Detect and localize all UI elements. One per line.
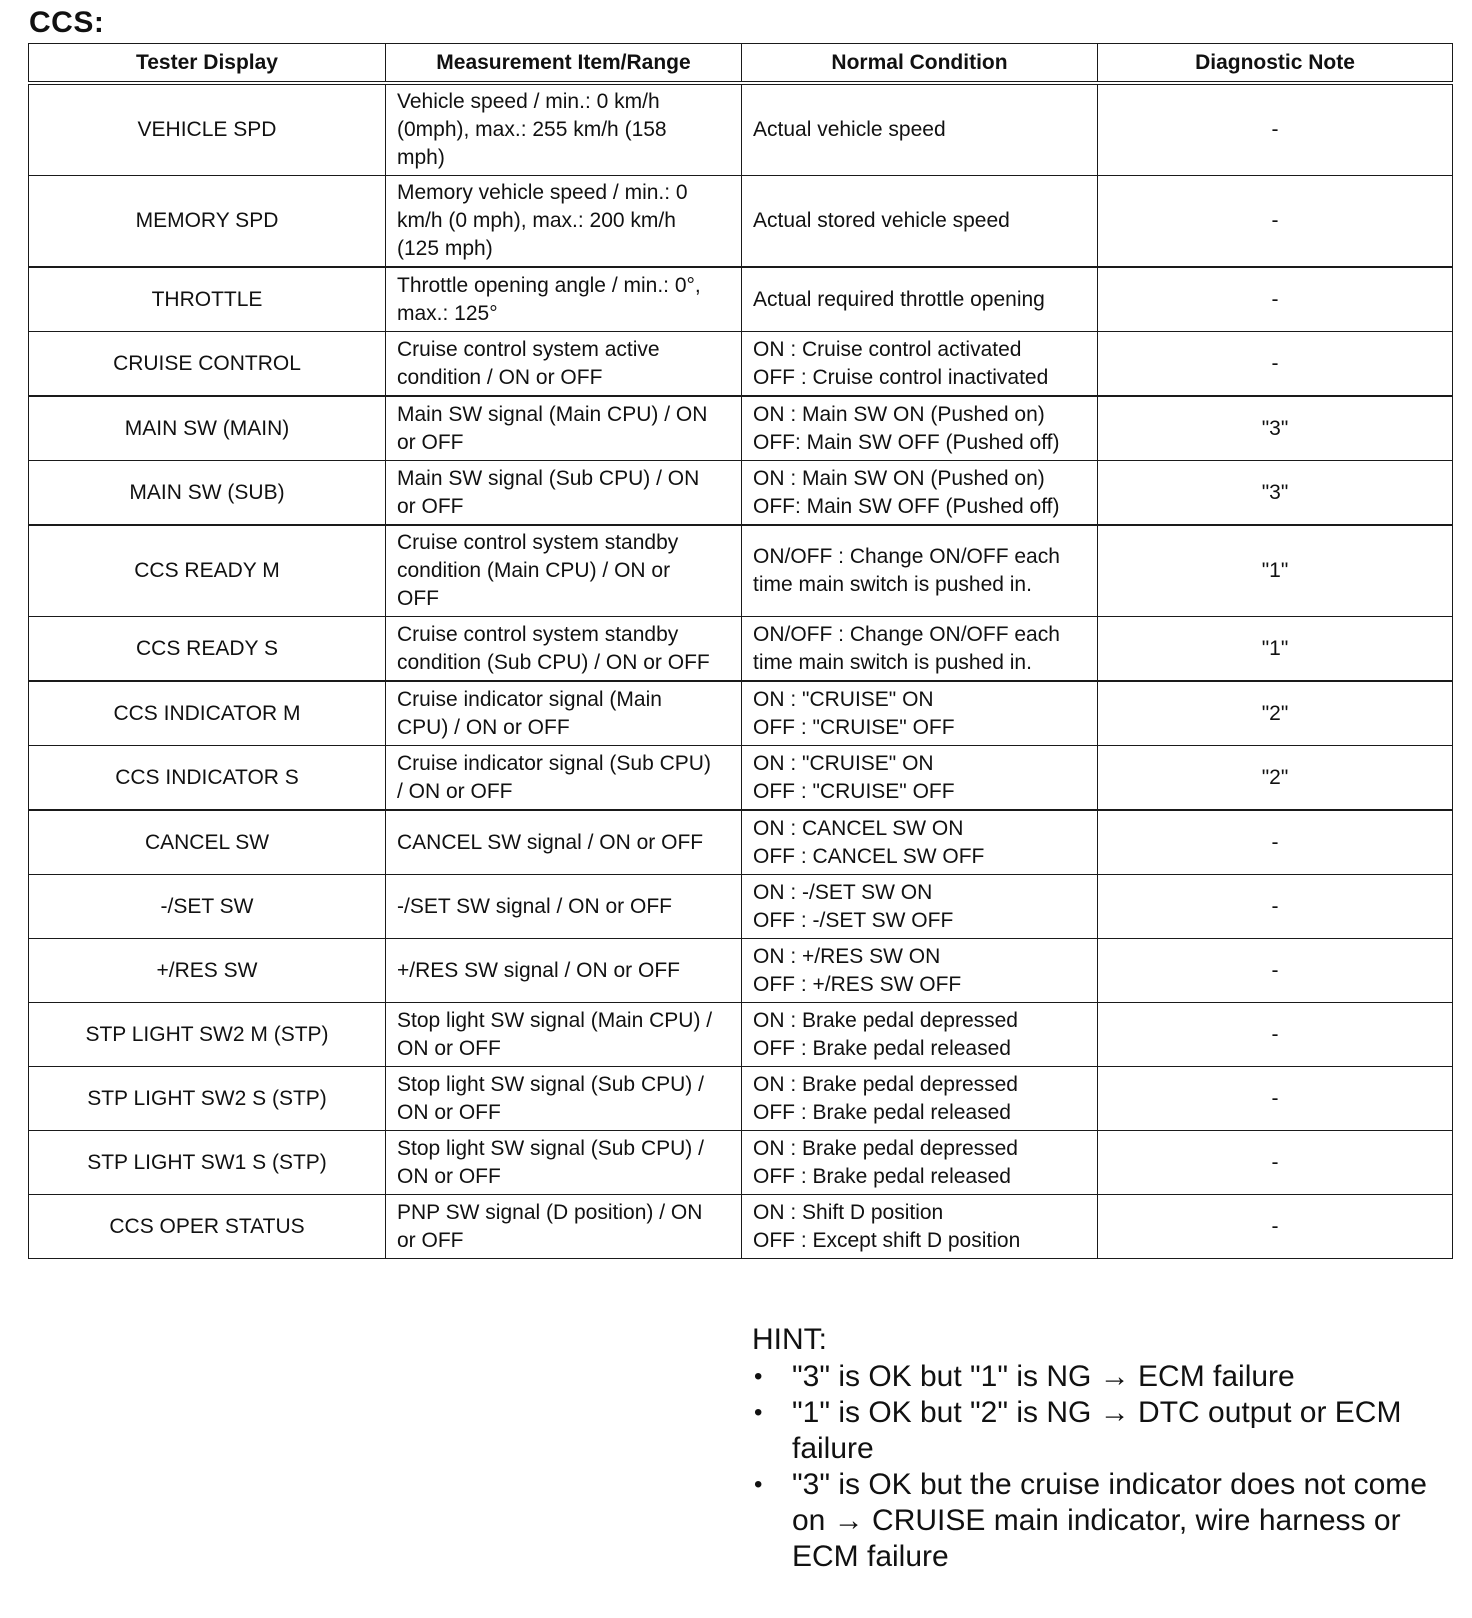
tester-display-cell: -/SET SW — [29, 875, 386, 939]
normal-condition-cell: ON : CANCEL SW ON OFF : CANCEL SW OFF — [742, 810, 1098, 875]
normal-condition-cell: ON : Shift D position OFF : Except shift D position — [742, 1195, 1098, 1259]
tester-display-cell: MEMORY SPD — [29, 176, 386, 268]
measurement-range-cell: Stop light SW signal (Sub CPU) / ON or OFF — [386, 1067, 742, 1131]
normal-condition-cell: ON : Main SW ON (Pushed on) OFF: Main SW OFF (Pushed off) — [742, 396, 1098, 461]
column-header-normal-condition: Normal Condition — [742, 44, 1098, 84]
table-header-row — [29, 44, 1453, 84]
hint-item-text: "1" is OK but "2" is NG → DTC output or ECM failure — [792, 1396, 1402, 1465]
measurement-range-cell: PNP SW signal (D position) / ON or OFF — [386, 1195, 742, 1259]
diagnostic-note-cell: "2" — [1098, 681, 1453, 746]
column-header-diagnostic-note: Diagnostic Note — [1098, 44, 1453, 84]
table-row — [29, 875, 1453, 939]
table-row — [29, 176, 1453, 268]
normal-condition-cell: ON : Brake pedal depressed OFF : Brake pedal released — [742, 1067, 1098, 1131]
normal-condition-cell: Actual vehicle speed — [742, 83, 1098, 176]
normal-condition-cell: ON : "CRUISE" ON OFF : "CRUISE" OFF — [742, 746, 1098, 811]
tester-display-cell: CCS READY M — [29, 525, 386, 617]
tester-display-cell: CCS READY S — [29, 617, 386, 682]
measurement-range-cell: Cruise control system standby condition (Main CPU) / ON or OFF — [386, 525, 742, 617]
hint-item — [752, 1395, 1452, 1467]
tester-display-cell: CCS INDICATOR S — [29, 746, 386, 811]
measurement-range-cell: -/SET SW signal / ON or OFF — [386, 875, 742, 939]
table-row — [29, 746, 1453, 811]
bullet-icon: • — [754, 1399, 763, 1426]
diagnostic-note-cell: - — [1098, 1003, 1453, 1067]
normal-condition-cell: ON : +/RES SW ON OFF : +/RES SW OFF — [742, 939, 1098, 1003]
tester-display-cell: MAIN SW (MAIN) — [29, 396, 386, 461]
table-row — [29, 1131, 1453, 1195]
table-row — [29, 1003, 1453, 1067]
normal-condition-cell: Actual required throttle opening — [742, 267, 1098, 332]
measurement-range-cell: Cruise indicator signal (Main CPU) / ON or OFF — [386, 681, 742, 746]
normal-condition-cell: Actual stored vehicle speed — [742, 176, 1098, 268]
bullet-icon: • — [754, 1363, 763, 1390]
normal-condition-cell: ON : "CRUISE" ON OFF : "CRUISE" OFF — [742, 681, 1098, 746]
diagnostic-note-cell: "2" — [1098, 746, 1453, 811]
hint-list — [752, 1359, 1452, 1575]
diagnostic-note-cell: "3" — [1098, 461, 1453, 526]
diagnostic-note-cell: - — [1098, 83, 1453, 176]
table-row — [29, 332, 1453, 397]
tester-display-cell: THROTTLE — [29, 267, 386, 332]
diagnostic-note-cell: - — [1098, 1067, 1453, 1131]
hint-title: HINT: — [752, 1323, 827, 1356]
diagnostic-note-cell: - — [1098, 939, 1453, 1003]
tester-display-cell: VEHICLE SPD — [29, 83, 386, 176]
measurement-range-cell: Memory vehicle speed / min.: 0 km/h (0 mph), max.: 200 km/h (125 mph) — [386, 176, 742, 268]
tester-display-cell: +/RES SW — [29, 939, 386, 1003]
measurement-range-cell: Stop light SW signal (Sub CPU) / ON or OFF — [386, 1131, 742, 1195]
bullet-icon: • — [754, 1471, 763, 1498]
tester-display-cell: STP LIGHT SW1 S (STP) — [29, 1131, 386, 1195]
hint-item-text: "3" is OK but the cruise indicator does not come on → CRUISE main indicator, wire harness or ECM failure — [792, 1468, 1427, 1573]
hint-item-text: "3" is OK but "1" is NG → ECM failure — [792, 1360, 1295, 1393]
tester-display-cell: CRUISE CONTROL — [29, 332, 386, 397]
table-row — [29, 1067, 1453, 1131]
diagnostic-note-cell: "1" — [1098, 525, 1453, 617]
table-row — [29, 525, 1453, 617]
diagnostic-note-cell: "3" — [1098, 396, 1453, 461]
column-header-tester-display: Tester Display — [29, 44, 386, 84]
table-row — [29, 396, 1453, 461]
column-header-measurement-item: Measurement Item/Range — [386, 44, 742, 84]
hint-item — [752, 1467, 1452, 1575]
diagnostic-note-cell: - — [1098, 176, 1453, 268]
normal-condition-cell: ON : Brake pedal depressed OFF : Brake pedal released — [742, 1131, 1098, 1195]
diagnostic-note-cell: - — [1098, 267, 1453, 332]
table-row — [29, 939, 1453, 1003]
tester-display-cell: CCS OPER STATUS — [29, 1195, 386, 1259]
diagnostic-note-cell: - — [1098, 332, 1453, 397]
measurement-range-cell: Main SW signal (Main CPU) / ON or OFF — [386, 396, 742, 461]
normal-condition-cell: ON : Brake pedal depressed OFF : Brake pedal released — [742, 1003, 1098, 1067]
normal-condition-cell: ON : Cruise control activated OFF : Cruise control inactivated — [742, 332, 1098, 397]
tester-display-cell: MAIN SW (SUB) — [29, 461, 386, 526]
measurement-range-cell: Cruise control system standby condition (Sub CPU) / ON or OFF — [386, 617, 742, 682]
normal-condition-cell: ON : Main SW ON (Pushed on) OFF: Main SW OFF (Pushed off) — [742, 461, 1098, 526]
hint-item — [752, 1359, 1452, 1395]
measurement-range-cell: Stop light SW signal (Main CPU) / ON or OFF — [386, 1003, 742, 1067]
table-row — [29, 267, 1453, 332]
measurement-range-cell: Vehicle speed / min.: 0 km/h (0mph), max.: 255 km/h (158 mph) — [386, 83, 742, 176]
measurement-range-cell: Cruise indicator signal (Sub CPU) / ON or OFF — [386, 746, 742, 811]
tester-display-cell: CANCEL SW — [29, 810, 386, 875]
table-row — [29, 1195, 1453, 1259]
normal-condition-cell: ON/OFF : Change ON/OFF each time main switch is pushed in. — [742, 525, 1098, 617]
normal-condition-cell: ON/OFF : Change ON/OFF each time main switch is pushed in. — [742, 617, 1098, 682]
diagnostic-note-cell: - — [1098, 875, 1453, 939]
measurement-range-cell: CANCEL SW signal / ON or OFF — [386, 810, 742, 875]
page-title: CCS: — [29, 6, 105, 39]
measurement-range-cell: +/RES SW signal / ON or OFF — [386, 939, 742, 1003]
measurement-range-cell: Cruise control system active condition / ON or OFF — [386, 332, 742, 397]
table-row — [29, 617, 1453, 682]
diagnostic-note-cell: - — [1098, 810, 1453, 875]
table-row — [29, 810, 1453, 875]
tester-display-cell: STP LIGHT SW2 S (STP) — [29, 1067, 386, 1131]
normal-condition-cell: ON : -/SET SW ON OFF : -/SET SW OFF — [742, 875, 1098, 939]
tester-display-cell: STP LIGHT SW2 M (STP) — [29, 1003, 386, 1067]
table-row — [29, 681, 1453, 746]
hint-section — [752, 1322, 1452, 1575]
diagnostic-note-cell: - — [1098, 1195, 1453, 1259]
table-row — [29, 461, 1453, 526]
measurement-range-cell: Throttle opening angle / min.: 0°, max.: 125° — [386, 267, 742, 332]
table-row — [29, 83, 1453, 176]
tester-display-cell: CCS INDICATOR M — [29, 681, 386, 746]
measurement-range-cell: Main SW signal (Sub CPU) / ON or OFF — [386, 461, 742, 526]
diagnostic-note-cell: "1" — [1098, 617, 1453, 682]
data-monitor-table — [28, 43, 1453, 1259]
diagnostic-note-cell: - — [1098, 1131, 1453, 1195]
